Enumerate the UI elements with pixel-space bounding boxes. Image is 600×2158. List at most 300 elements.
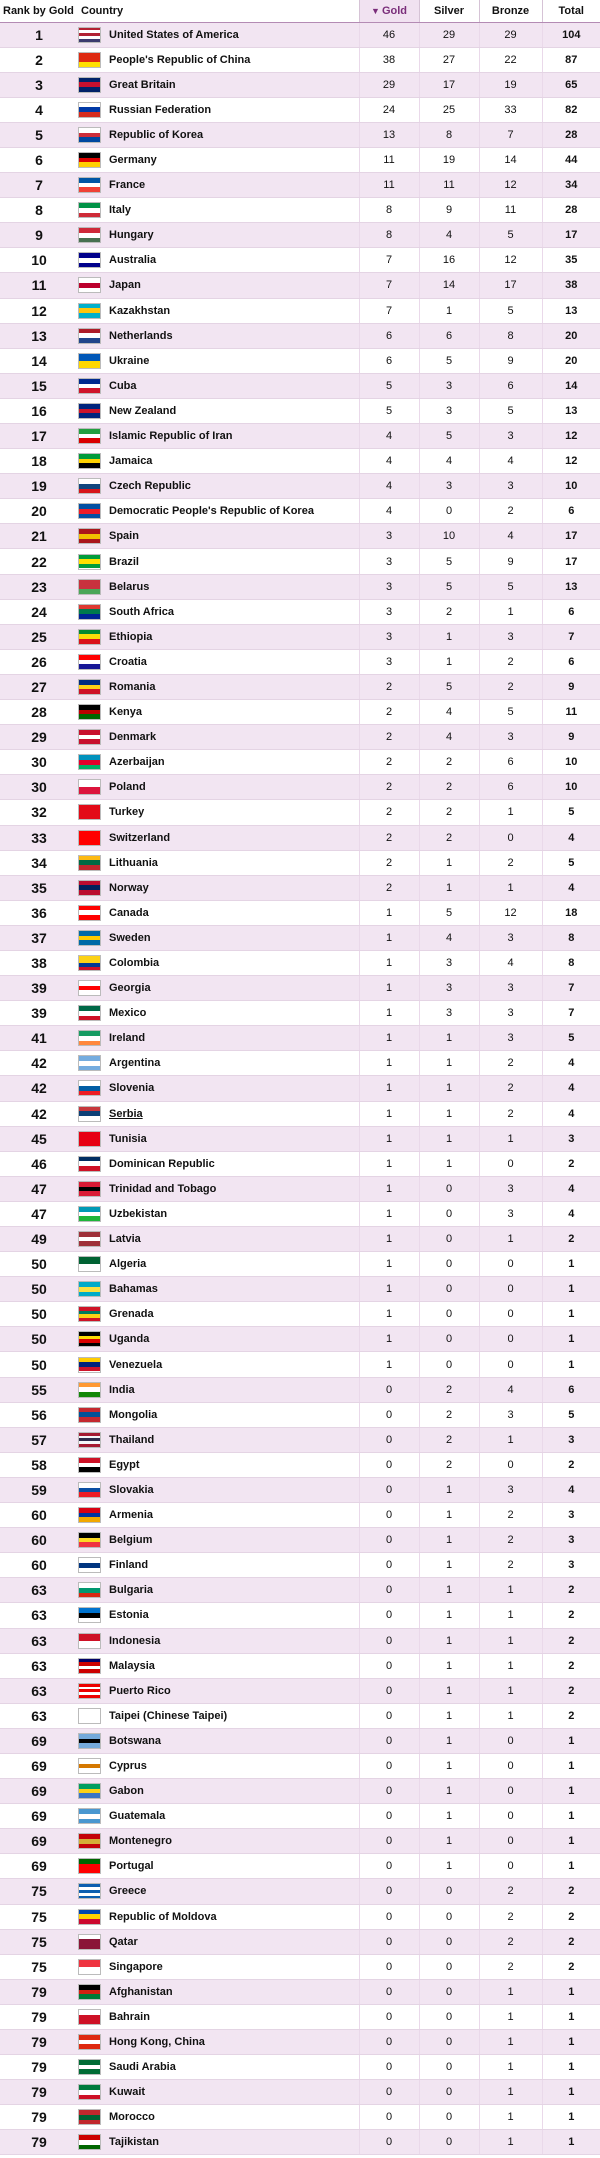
silver-count: 5 (419, 549, 479, 574)
country-flag-icon (78, 1030, 101, 1046)
gold-count: 0 (359, 1653, 419, 1678)
silver-count: 29 (419, 22, 479, 47)
silver-count: 0 (419, 2030, 479, 2055)
flag-icon (78, 2130, 107, 2155)
silver-count: 1 (419, 1653, 479, 1678)
bronze-count: 2 (479, 674, 542, 699)
gold-count: 1 (359, 1352, 419, 1377)
bronze-count: 6 (479, 775, 542, 800)
country-flag-icon (78, 1858, 101, 1874)
country-flag-icon (78, 403, 101, 419)
silver-count: 1 (419, 1076, 479, 1101)
country-flag-icon (78, 102, 101, 118)
rank-cell: 42 (0, 1051, 78, 1076)
total-count: 87 (542, 47, 600, 72)
total-count: 3 (542, 1528, 600, 1553)
table-row (0, 574, 600, 599)
country-name: Bahrain (107, 2004, 359, 2029)
silver-count: 5 (419, 574, 479, 599)
country-name: Democratic People's Republic of Korea (107, 499, 359, 524)
country-name: Malaysia (107, 1653, 359, 1678)
country-name: Trinidad and Tobago (107, 1176, 359, 1201)
flag-icon (78, 599, 107, 624)
table-row (0, 122, 600, 147)
country-name: Switzerland (107, 825, 359, 850)
total-count: 2 (542, 1452, 600, 1477)
gold-count: 0 (359, 1678, 419, 1703)
country-name: France (107, 173, 359, 198)
gold-count: 11 (359, 147, 419, 172)
flag-icon (78, 2055, 107, 2080)
country-name: Norway (107, 875, 359, 900)
country-name: Uzbekistan (107, 1201, 359, 1226)
table-row (0, 674, 600, 699)
silver-count: 4 (419, 700, 479, 725)
flag-icon (78, 147, 107, 172)
country-flag-icon (78, 303, 101, 319)
total-count: 2 (542, 1879, 600, 1904)
total-count: 12 (542, 449, 600, 474)
country-name: Italy (107, 198, 359, 223)
country-flag-icon (78, 629, 101, 645)
country-name: Ethiopia (107, 624, 359, 649)
table-row (0, 1503, 600, 1528)
total-count: 2 (542, 1578, 600, 1603)
gold-count: 1 (359, 1001, 419, 1026)
silver-count: 1 (419, 1578, 479, 1603)
country-flag-icon (78, 804, 101, 820)
gold-count: 0 (359, 1377, 419, 1402)
country-flag-icon (78, 1758, 101, 1774)
rank-cell: 4 (0, 97, 78, 122)
country-name: Argentina (107, 1051, 359, 1076)
gold-count: 2 (359, 700, 419, 725)
flag-icon (78, 1352, 107, 1377)
header-rank[interactable]: Rank by Gold (0, 0, 78, 22)
flag-icon (78, 1979, 107, 2004)
flag-icon (78, 750, 107, 775)
rank-cell: 10 (0, 248, 78, 273)
rank-cell: 42 (0, 1076, 78, 1101)
table-row (0, 273, 600, 298)
table-row (0, 47, 600, 72)
table-row (0, 1528, 600, 1553)
country-name: Estonia (107, 1603, 359, 1628)
bronze-count: 4 (479, 524, 542, 549)
rank-cell: 28 (0, 700, 78, 725)
table-row (0, 1653, 600, 1678)
country-flag-icon (78, 1909, 101, 1925)
country-flag-icon (78, 1457, 101, 1473)
country-name: United States of America (107, 22, 359, 47)
flag-icon (78, 1879, 107, 1904)
silver-count: 5 (419, 674, 479, 699)
bronze-count: 3 (479, 1477, 542, 1502)
country-name: Belarus (107, 574, 359, 599)
rank-cell: 34 (0, 850, 78, 875)
flag-icon (78, 1051, 107, 1076)
silver-count: 19 (419, 147, 479, 172)
country-flag-icon (78, 1883, 101, 1899)
gold-count: 4 (359, 449, 419, 474)
gold-count: 1 (359, 925, 419, 950)
table-row (0, 198, 600, 223)
silver-count: 0 (419, 1904, 479, 1929)
table-row (0, 599, 600, 624)
country-flag-icon (78, 1658, 101, 1674)
silver-count: 0 (419, 1979, 479, 2004)
bronze-count: 3 (479, 725, 542, 750)
rank-cell: 69 (0, 1779, 78, 1804)
bronze-count: 5 (479, 223, 542, 248)
country-name: Tunisia (107, 1126, 359, 1151)
country-flag-icon (78, 980, 101, 996)
table-row (0, 474, 600, 499)
flag-icon (78, 1753, 107, 1778)
table-row (0, 2055, 600, 2080)
silver-count: 3 (419, 373, 479, 398)
flag-icon (78, 725, 107, 750)
bronze-count: 1 (479, 1227, 542, 1252)
country-flag-icon (78, 880, 101, 896)
silver-count: 1 (419, 1804, 479, 1829)
rank-cell: 69 (0, 1728, 78, 1753)
flag-icon (78, 2004, 107, 2029)
country-flag-icon (78, 252, 101, 268)
country-flag-icon (78, 1156, 101, 1172)
country-name[interactable]: Serbia (107, 1101, 359, 1126)
country-flag-icon (78, 729, 101, 745)
silver-count: 0 (419, 1201, 479, 1226)
bronze-count: 3 (479, 1402, 542, 1427)
total-count: 1 (542, 2130, 600, 2155)
flag-icon (78, 398, 107, 423)
bronze-count: 2 (479, 1879, 542, 1904)
bronze-count: 9 (479, 348, 542, 373)
rank-cell: 38 (0, 950, 78, 975)
bronze-count: 3 (479, 424, 542, 449)
rank-cell: 1 (0, 22, 78, 47)
header-total[interactable]: Total (542, 0, 600, 22)
rank-cell: 60 (0, 1503, 78, 1528)
rank-cell: 50 (0, 1352, 78, 1377)
gold-count: 1 (359, 1277, 419, 1302)
table-row (0, 1327, 600, 1352)
gold-count: 0 (359, 1477, 419, 1502)
total-count: 2 (542, 1954, 600, 1979)
flag-icon (78, 1402, 107, 1427)
total-count: 5 (542, 800, 600, 825)
total-count: 2 (542, 1929, 600, 1954)
country-flag-icon (78, 1055, 101, 1071)
flag-icon (78, 223, 107, 248)
table-row (0, 750, 600, 775)
silver-count: 16 (419, 248, 479, 273)
silver-count: 2 (419, 1377, 479, 1402)
bronze-count: 19 (479, 72, 542, 97)
rank-cell: 50 (0, 1252, 78, 1277)
flag-icon (78, 1904, 107, 1929)
total-count: 4 (542, 825, 600, 850)
country-flag-icon (78, 1507, 101, 1523)
total-count: 65 (542, 72, 600, 97)
country-flag-icon (78, 2034, 101, 2050)
gold-count: 0 (359, 1452, 419, 1477)
bronze-count: 7 (479, 122, 542, 147)
gold-count: 2 (359, 875, 419, 900)
flag-icon (78, 950, 107, 975)
country-flag-icon (78, 2009, 101, 2025)
bronze-count: 1 (479, 2105, 542, 2130)
table-row (0, 1804, 600, 1829)
bronze-count: 2 (479, 1904, 542, 1929)
flag-icon (78, 1728, 107, 1753)
rank-cell: 79 (0, 2055, 78, 2080)
total-count: 11 (542, 700, 600, 725)
rank-cell: 30 (0, 750, 78, 775)
country-name: Puerto Rico (107, 1678, 359, 1703)
country-name: Kenya (107, 700, 359, 725)
flag-icon (78, 1528, 107, 1553)
country-flag-icon (78, 378, 101, 394)
country-flag-icon (78, 77, 101, 93)
flag-icon (78, 1653, 107, 1678)
gold-count: 0 (359, 1954, 419, 1979)
flag-icon (78, 198, 107, 223)
gold-count: 46 (359, 22, 419, 47)
table-row (0, 373, 600, 398)
bronze-count: 1 (479, 2055, 542, 2080)
bronze-count: 2 (479, 850, 542, 875)
silver-count: 1 (419, 875, 479, 900)
total-count: 4 (542, 1201, 600, 1226)
rank-cell: 63 (0, 1578, 78, 1603)
country-flag-icon (78, 1733, 101, 1749)
silver-count: 4 (419, 449, 479, 474)
silver-count: 2 (419, 1427, 479, 1452)
rank-cell: 63 (0, 1603, 78, 1628)
flag-icon (78, 825, 107, 850)
gold-count: 0 (359, 1904, 419, 1929)
country-name: Bulgaria (107, 1578, 359, 1603)
bronze-count: 5 (479, 574, 542, 599)
gold-count: 1 (359, 1252, 419, 1277)
header-country[interactable]: Country (78, 0, 359, 22)
country-name: Azerbaijan (107, 750, 359, 775)
table-row (0, 1252, 600, 1277)
table-row (0, 1352, 600, 1377)
silver-count: 4 (419, 725, 479, 750)
country-name: Spain (107, 524, 359, 549)
silver-count: 1 (419, 1101, 479, 1126)
table-row (0, 223, 600, 248)
bronze-count: 1 (479, 1979, 542, 2004)
rank-cell: 79 (0, 2004, 78, 2029)
country-name: Morocco (107, 2105, 359, 2130)
gold-count: 0 (359, 1929, 419, 1954)
total-count: 1 (542, 1327, 600, 1352)
bronze-count: 0 (479, 1327, 542, 1352)
country-name: Croatia (107, 649, 359, 674)
gold-count: 1 (359, 1076, 419, 1101)
country-name: India (107, 1377, 359, 1402)
country-name: Kuwait (107, 2080, 359, 2105)
table-row (0, 1477, 600, 1502)
bronze-count: 2 (479, 1553, 542, 1578)
rank-cell: 50 (0, 1327, 78, 1352)
country-flag-icon (78, 1181, 101, 1197)
bronze-count: 3 (479, 624, 542, 649)
bronze-count: 0 (479, 1452, 542, 1477)
total-count: 28 (542, 198, 600, 223)
flag-icon (78, 1076, 107, 1101)
gold-count: 0 (359, 1703, 419, 1728)
total-count: 13 (542, 298, 600, 323)
gold-count: 13 (359, 122, 419, 147)
country-flag-icon (78, 1357, 101, 1373)
silver-count: 27 (419, 47, 479, 72)
country-flag-icon (78, 1382, 101, 1398)
bronze-count: 1 (479, 2030, 542, 2055)
rank-cell: 26 (0, 649, 78, 674)
country-flag-icon (78, 2059, 101, 2075)
total-count: 1 (542, 2105, 600, 2130)
header-row (0, 0, 600, 22)
total-count: 3 (542, 1427, 600, 1452)
country-flag-icon (78, 855, 101, 871)
gold-count: 1 (359, 1327, 419, 1352)
gold-count: 8 (359, 198, 419, 223)
table-row (0, 398, 600, 423)
silver-count: 0 (419, 2055, 479, 2080)
country-flag-icon (78, 754, 101, 770)
flag-icon (78, 323, 107, 348)
header-bronze[interactable]: Bronze (479, 0, 542, 22)
bronze-count: 1 (479, 2004, 542, 2029)
table-row (0, 700, 600, 725)
country-name: Mexico (107, 1001, 359, 1026)
gold-count: 4 (359, 474, 419, 499)
total-count: 10 (542, 775, 600, 800)
rank-cell: 58 (0, 1452, 78, 1477)
gold-count: 1 (359, 1101, 419, 1126)
rank-cell: 32 (0, 800, 78, 825)
rank-cell: 60 (0, 1553, 78, 1578)
table-row (0, 97, 600, 122)
table-row (0, 1703, 600, 1728)
gold-count: 24 (359, 97, 419, 122)
table-row (0, 1151, 600, 1176)
total-count: 34 (542, 173, 600, 198)
rank-cell: 42 (0, 1101, 78, 1126)
country-flag-icon (78, 177, 101, 193)
country-flag-icon (78, 1633, 101, 1649)
table-row (0, 1829, 600, 1854)
flag-icon (78, 1101, 107, 1126)
sort-descending-icon: ▼ (371, 5, 380, 16)
table-row (0, 2130, 600, 2155)
table-row (0, 1753, 600, 1778)
country-name: Hong Kong, China (107, 2030, 359, 2055)
bronze-count: 3 (479, 1176, 542, 1201)
silver-count: 10 (419, 524, 479, 549)
rank-cell: 60 (0, 1528, 78, 1553)
flag-icon (78, 1001, 107, 1026)
silver-count: 1 (419, 1628, 479, 1653)
table-row (0, 1452, 600, 1477)
gold-count: 0 (359, 1628, 419, 1653)
gold-count: 29 (359, 72, 419, 97)
country-flag-icon (78, 1959, 101, 1975)
rank-cell: 9 (0, 223, 78, 248)
total-count: 82 (542, 97, 600, 122)
country-name: Japan (107, 273, 359, 298)
country-name: Botswana (107, 1728, 359, 1753)
silver-count: 11 (419, 173, 479, 198)
table-row (0, 624, 600, 649)
total-count: 1 (542, 1728, 600, 1753)
silver-count: 1 (419, 298, 479, 323)
silver-count: 1 (419, 1603, 479, 1628)
country-flag-icon (78, 830, 101, 846)
table-row (0, 1854, 600, 1879)
table-row (0, 1201, 600, 1226)
bronze-count: 1 (479, 1427, 542, 1452)
total-count: 20 (542, 348, 600, 373)
flag-icon (78, 1628, 107, 1653)
gold-count: 0 (359, 2105, 419, 2130)
country-name: Mongolia (107, 1402, 359, 1427)
country-name: Gabon (107, 1779, 359, 1804)
total-count: 1 (542, 2030, 600, 2055)
gold-count: 2 (359, 850, 419, 875)
country-flag-icon (78, 428, 101, 444)
gold-count: 1 (359, 1126, 419, 1151)
country-flag-icon (78, 127, 101, 143)
rank-cell: 37 (0, 925, 78, 950)
gold-count: 3 (359, 524, 419, 549)
flag-icon (78, 1252, 107, 1277)
country-name: Turkey (107, 800, 359, 825)
gold-count: 3 (359, 599, 419, 624)
bronze-count: 6 (479, 750, 542, 775)
header-silver[interactable]: Silver (419, 0, 479, 22)
bronze-count: 2 (479, 1954, 542, 1979)
bronze-count: 1 (479, 599, 542, 624)
bronze-count: 1 (479, 2130, 542, 2155)
flag-icon (78, 1452, 107, 1477)
silver-count: 0 (419, 1879, 479, 1904)
country-name: Uganda (107, 1327, 359, 1352)
bronze-count: 5 (479, 298, 542, 323)
silver-count: 2 (419, 775, 479, 800)
country-flag-icon (78, 955, 101, 971)
country-flag-icon (78, 1281, 101, 1297)
flag-icon (78, 1829, 107, 1854)
rank-cell: 14 (0, 348, 78, 373)
country-flag-icon (78, 1005, 101, 1021)
header-gold[interactable] (359, 0, 419, 22)
total-count: 1 (542, 1252, 600, 1277)
silver-count: 2 (419, 800, 479, 825)
rank-cell: 25 (0, 624, 78, 649)
bronze-count: 0 (479, 1804, 542, 1829)
country-flag-icon (78, 227, 101, 243)
table-row (0, 1603, 600, 1628)
country-flag-icon (78, 1231, 101, 1247)
bronze-count: 8 (479, 323, 542, 348)
rank-cell: 23 (0, 574, 78, 599)
